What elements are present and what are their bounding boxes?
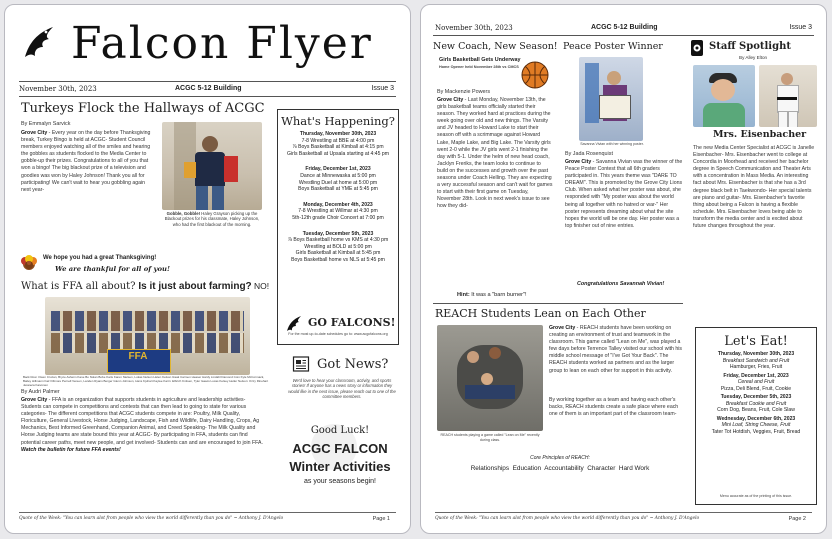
staff-spotlight-title: Staff Spotlight <box>709 41 791 52</box>
ffa-byline: By Audri Palmer <box>21 389 60 395</box>
peace-congrats: Congratulations Savannah Vivian! <box>577 281 665 287</box>
principle-relationships: Relationships <box>470 465 510 472</box>
happening-day-3: Monday, December 4th, 2023 7-8 Wrestling at Willmar at 4:30 pm 5th-12th grade Choir Concert at 7:00 pm <box>292 201 384 221</box>
staff-byline: By Alley Elton <box>739 55 768 60</box>
coach-subhead: Girls Basketball Gets Underway <box>439 57 521 63</box>
menu-day-3: Tuesday, December 5th, 2023 Breakfast Cookie and Fruit Corn Dog, Beans, Fruit, Cole Slaw <box>717 394 795 413</box>
go-falcons: GO FALCONS! <box>308 316 396 329</box>
ffa-photo-caption: Back Row: Owen Cruzan, Bryce Asheim Kane Bo Nolan Bobe Karis Karen Nielsen, Lukas Nelson Helen Kelson Izaak Carmen Heaser Hardy Lindahl Damond Coin Kyle McCormack, Bailey Hillmann Fair Fillmore Pernell Vereen, Landen Ryans Berger Glenn Johnson, Hans Kjuhart Kaylee Karin: Elbrich Knitsen, Tyler Isaacs Lucas Kelsey Hetler Nelson: Ozzy Rinehart Jessieca Kaivonen <box>23 375 269 387</box>
reach-students-photo <box>437 325 543 431</box>
page-1-footer <box>19 516 396 521</box>
lets-eat-title: Let's Eat! <box>724 334 788 349</box>
winter-activities-line: Winter Activities <box>289 459 391 474</box>
falcon-logo-icon <box>19 23 59 63</box>
turkey-photo-caption: Gobble, Gobble! Haley Grayson picking up the Blackout prizes for his classmate, Haley Johnson, who had the first blackout of the morning. <box>164 211 260 227</box>
reach-body-2: By working together as a team and having each other's backs, REACH students create a safe place where each one of them is an important part of the classroom team- <box>549 397 679 418</box>
reach-headline: REACH Students Lean on Each Other <box>435 307 646 320</box>
coach-headline: New Coach, New Season! <box>433 41 558 52</box>
building-label-p2: ACGC 5-12 Building <box>591 24 658 31</box>
thanksgiving-wish: We hope you had a great Thanksgiving! <box>43 255 157 261</box>
turkey-bingo-photo <box>162 122 262 210</box>
principle-hard-work: Hard Work <box>618 465 650 472</box>
newspaper-icon <box>292 355 310 373</box>
principle-education: Education <box>512 465 542 472</box>
quote-of-the-week: Quote of the Week: "You can learn alot from people who view the world differently than you do" ~ Anthony J. D'Angelo <box>19 516 284 521</box>
reach-body: Grove City - REACH students have been working on creating an environment of trust and teamwork in the classroom. This game called "Lean on Me", was played a few days before Terrence Talley visited our school with his middle school message of "I've Got Your Back". The REACH students worked as partners and as the larger group to lean on each other for support in this activity. <box>549 325 683 374</box>
page-2-footer <box>435 516 812 521</box>
falcon-small-icon <box>284 314 304 334</box>
masthead-title: Falcon Flyer <box>71 18 373 69</box>
ffa-body: Grove City - FFA is an organization that supports students in agriculture and leadership activities- Students can compete in competitions and contests that can then lead to going to state for various categories- The different competitions that ACGC students compete in are: Poultry, Milk Quality, Floriculture, General Livestock, Horse Judging, Landscape, Fish and Wildlife, Dairy Handling, Crops, Ag Mechanics, Best Informed Greenhand, Companion Animal, and Creed Speaking- The Milk Quality and Horse Judging teams are state bound this year at ACGC- By participating in FFA, students can find potential career paths, meet new people, and get involved- Students can and are encouraged to join FFA. Watch the bulletin for future FFA events! <box>21 397 263 453</box>
happening-day-2: Friday, December 1st, 2023 Dance at Minnewaska at 5:00 pm Wrestling Duel at home at 5:00 pm Boys Basketball at YME at 5:45 pm <box>298 166 378 193</box>
menu-day-4: Wednesday, December 6th, 2023 Mini Loaf, String Cheese, Fruit Tater Tot Hotdish, Veggies, Fruit, Bread <box>711 415 801 435</box>
issue-number: Issue 3 <box>371 85 394 92</box>
staff-name: Mrs. Eisenbacher <box>713 129 807 140</box>
quote-of-the-week-p2: Quote of the Week: "You can learn alot from people who view the world differently than you do" ~ Anthony J. D'Angelo <box>435 516 700 521</box>
spotlight-icon <box>689 39 705 57</box>
peace-poster-photo <box>579 57 643 141</box>
turkey-icon <box>20 255 38 271</box>
turkeys-body: Grove City - Every year on the day before Thanksgiving break, Turkey Bingo is held at ACGC- Student Council members enjoyed watching all of the smiles and hearing the gobbles as students flocked to the Media Center to gobble-up their prizes. Congratulations to all of you that won a bingo! The big blackout prize of a television and goodies was won by Haley Johnson! Thank you all for participating! We can't wait to hear you gobbling again next year- <box>21 130 151 193</box>
ffa-headline: What is FFA all about? Is it just about farming? NO! <box>21 281 270 292</box>
reach-principles-label: Core Principles of REACH: <box>530 455 590 461</box>
issue-number-p2: Issue 3 <box>789 24 812 31</box>
schedule-link-note: For the most up-to-date schedules go to: www.acgcfalcons.org <box>288 332 388 336</box>
good-luck-line: Good Luck! <box>310 425 370 436</box>
ffa-banner-text: FFA <box>128 351 148 362</box>
issue-date-p2: November 30th, 2023 <box>435 24 513 32</box>
coach-hint: Hint: It was a "barn burner"! <box>457 292 527 298</box>
page-number: Page 1 <box>372 516 390 522</box>
menu-day-1: Thursday, November 30th, 2023 Breakfast Sandwich and Fruit Hamburger, Fries, Fruit <box>717 351 795 370</box>
menu-day-2: Friday, December 1st, 2023 Cereal and Fruit Pizza, Deli Blend, Fruit, Cookie <box>720 372 792 392</box>
reach-principles <box>435 465 685 472</box>
lets-eat-box <box>695 327 817 505</box>
peace-body: Grove City - Savanna Vivian was the winner of the Peace Poster Contest that all 6th graders participated in. This years theme was "DARE TO DREAM". This is promoted by the Grove City Lions Club. When asked what her poster was about, she responded with "My poster was about the world being all together with no hatred or war-" Her poster represents dreaming about what the site hopes the world will be one day. Her poster was a top finisher out of nine entries. <box>565 159 683 229</box>
ffa-group-photo <box>45 297 250 375</box>
happening-day-4: Tuesday, December 5th, 2023 ⅞ Boys Basketball home vs KMS at 4:30 pm Wrestling at BOLD at 5:00 pm Girls Basketball at Kimball at 5:45 pm Boys Basketball home vs NLS at 5:45 pm <box>287 230 389 263</box>
building-label: ACGC 5-12 Building <box>175 85 242 92</box>
got-news-title: Got News? <box>317 357 389 372</box>
principle-accountability: Accountability <box>544 465 584 472</box>
staff-photo-2 <box>759 65 817 127</box>
page-number-p2: Page 2 <box>788 516 806 522</box>
basketball-icon <box>520 60 550 90</box>
home-opener-note: Home Opener held November 28th vs CMCS <box>439 65 519 69</box>
turkeys-headline: Turkeys Flock the Hallways of ACGC <box>21 101 265 116</box>
whats-happening-box <box>277 109 399 345</box>
happening-day-1: Thursday, November 30th, 2023 7-8 Wrestling at BBE at 4:00 pm ⅞ Boys Basketball at Kimball at 4:15 pm Girls Basketball at Upsala starting at 4:45 pm <box>287 131 389 157</box>
issue-date: November 30th, 2023 <box>19 85 97 93</box>
peace-headline: Peace Poster Winner <box>563 41 663 52</box>
menu-note: Menu accurate as of the printing of this issue. <box>719 494 793 498</box>
seasons-begin-line: as your seasons begin! <box>304 478 376 485</box>
peace-photo-caption: Savanna Vivian with her winning poster. <box>580 142 644 146</box>
newsletter-page-2 <box>420 4 827 534</box>
turkeys-byline: By Emmalyn Sarvick <box>21 121 71 127</box>
staff-photo-1 <box>693 65 755 127</box>
coach-body: Grove City - Last Monday, November 13th, the girls basketball teams officially started their season. They worked hard at practices during the week going over old and new things. The Varsity and JV headed to Howard Lake to start their season off with a scrimmage against Howard Lake, Maple Lake, and Big Lake. The Varsity girls went 2-0 while the JV girls went 2-1 finishing the day with 5-1. Under the helm of new head coach, Jacklyn Freriks, the team looks to continue to build on the successes and growth over the past seasons under Coach Helling. They are expecting a very successful season and can't wait for games to start with their first game on Tuesday, November 28th. Look in next week's issue to see how they did- <box>437 97 553 210</box>
thankful-message: We are thankful for all of you! <box>55 265 170 273</box>
reach-photo-caption: REACH students playing a game called "Lean on Me" recently during class. <box>440 433 540 442</box>
whats-happening-title: What's Happening? <box>281 114 395 128</box>
principle-character: Character <box>587 465 616 472</box>
peace-byline: By Jada Rosenquist <box>565 151 613 157</box>
newsletter-page-1 <box>4 4 411 534</box>
got-news-body: We'd love to hear your classroom, activity, and sports stories! If anyone has a news story or information they would like in the next issue, please reach out to one of the committee members. <box>288 378 396 400</box>
coach-byline: By Mackenzie Powers <box>437 89 491 95</box>
staff-body: The new Media Center Specialist at ACGC is Janelle Eisenbacher- Mrs. Eisenbacher went to college at Concordia in Moorhead and received her bachelor degree in Speech Communication and Theater Arts with a concentration in Mass Media. An interesting fact about Mrs. Eisenbacher is that she has a 3rd degree black belt in Taekwondo- Her special talents are piano and guitar- Mrs. Eisenbacher's favorite thing about being a Falcon is having a flexible schedule. Mrs. Eisenbacher loves being able to transform the media center and is excited about future changes throughout the year. <box>693 145 815 230</box>
acgc-falcon-line: ACGC FALCON <box>292 441 388 456</box>
